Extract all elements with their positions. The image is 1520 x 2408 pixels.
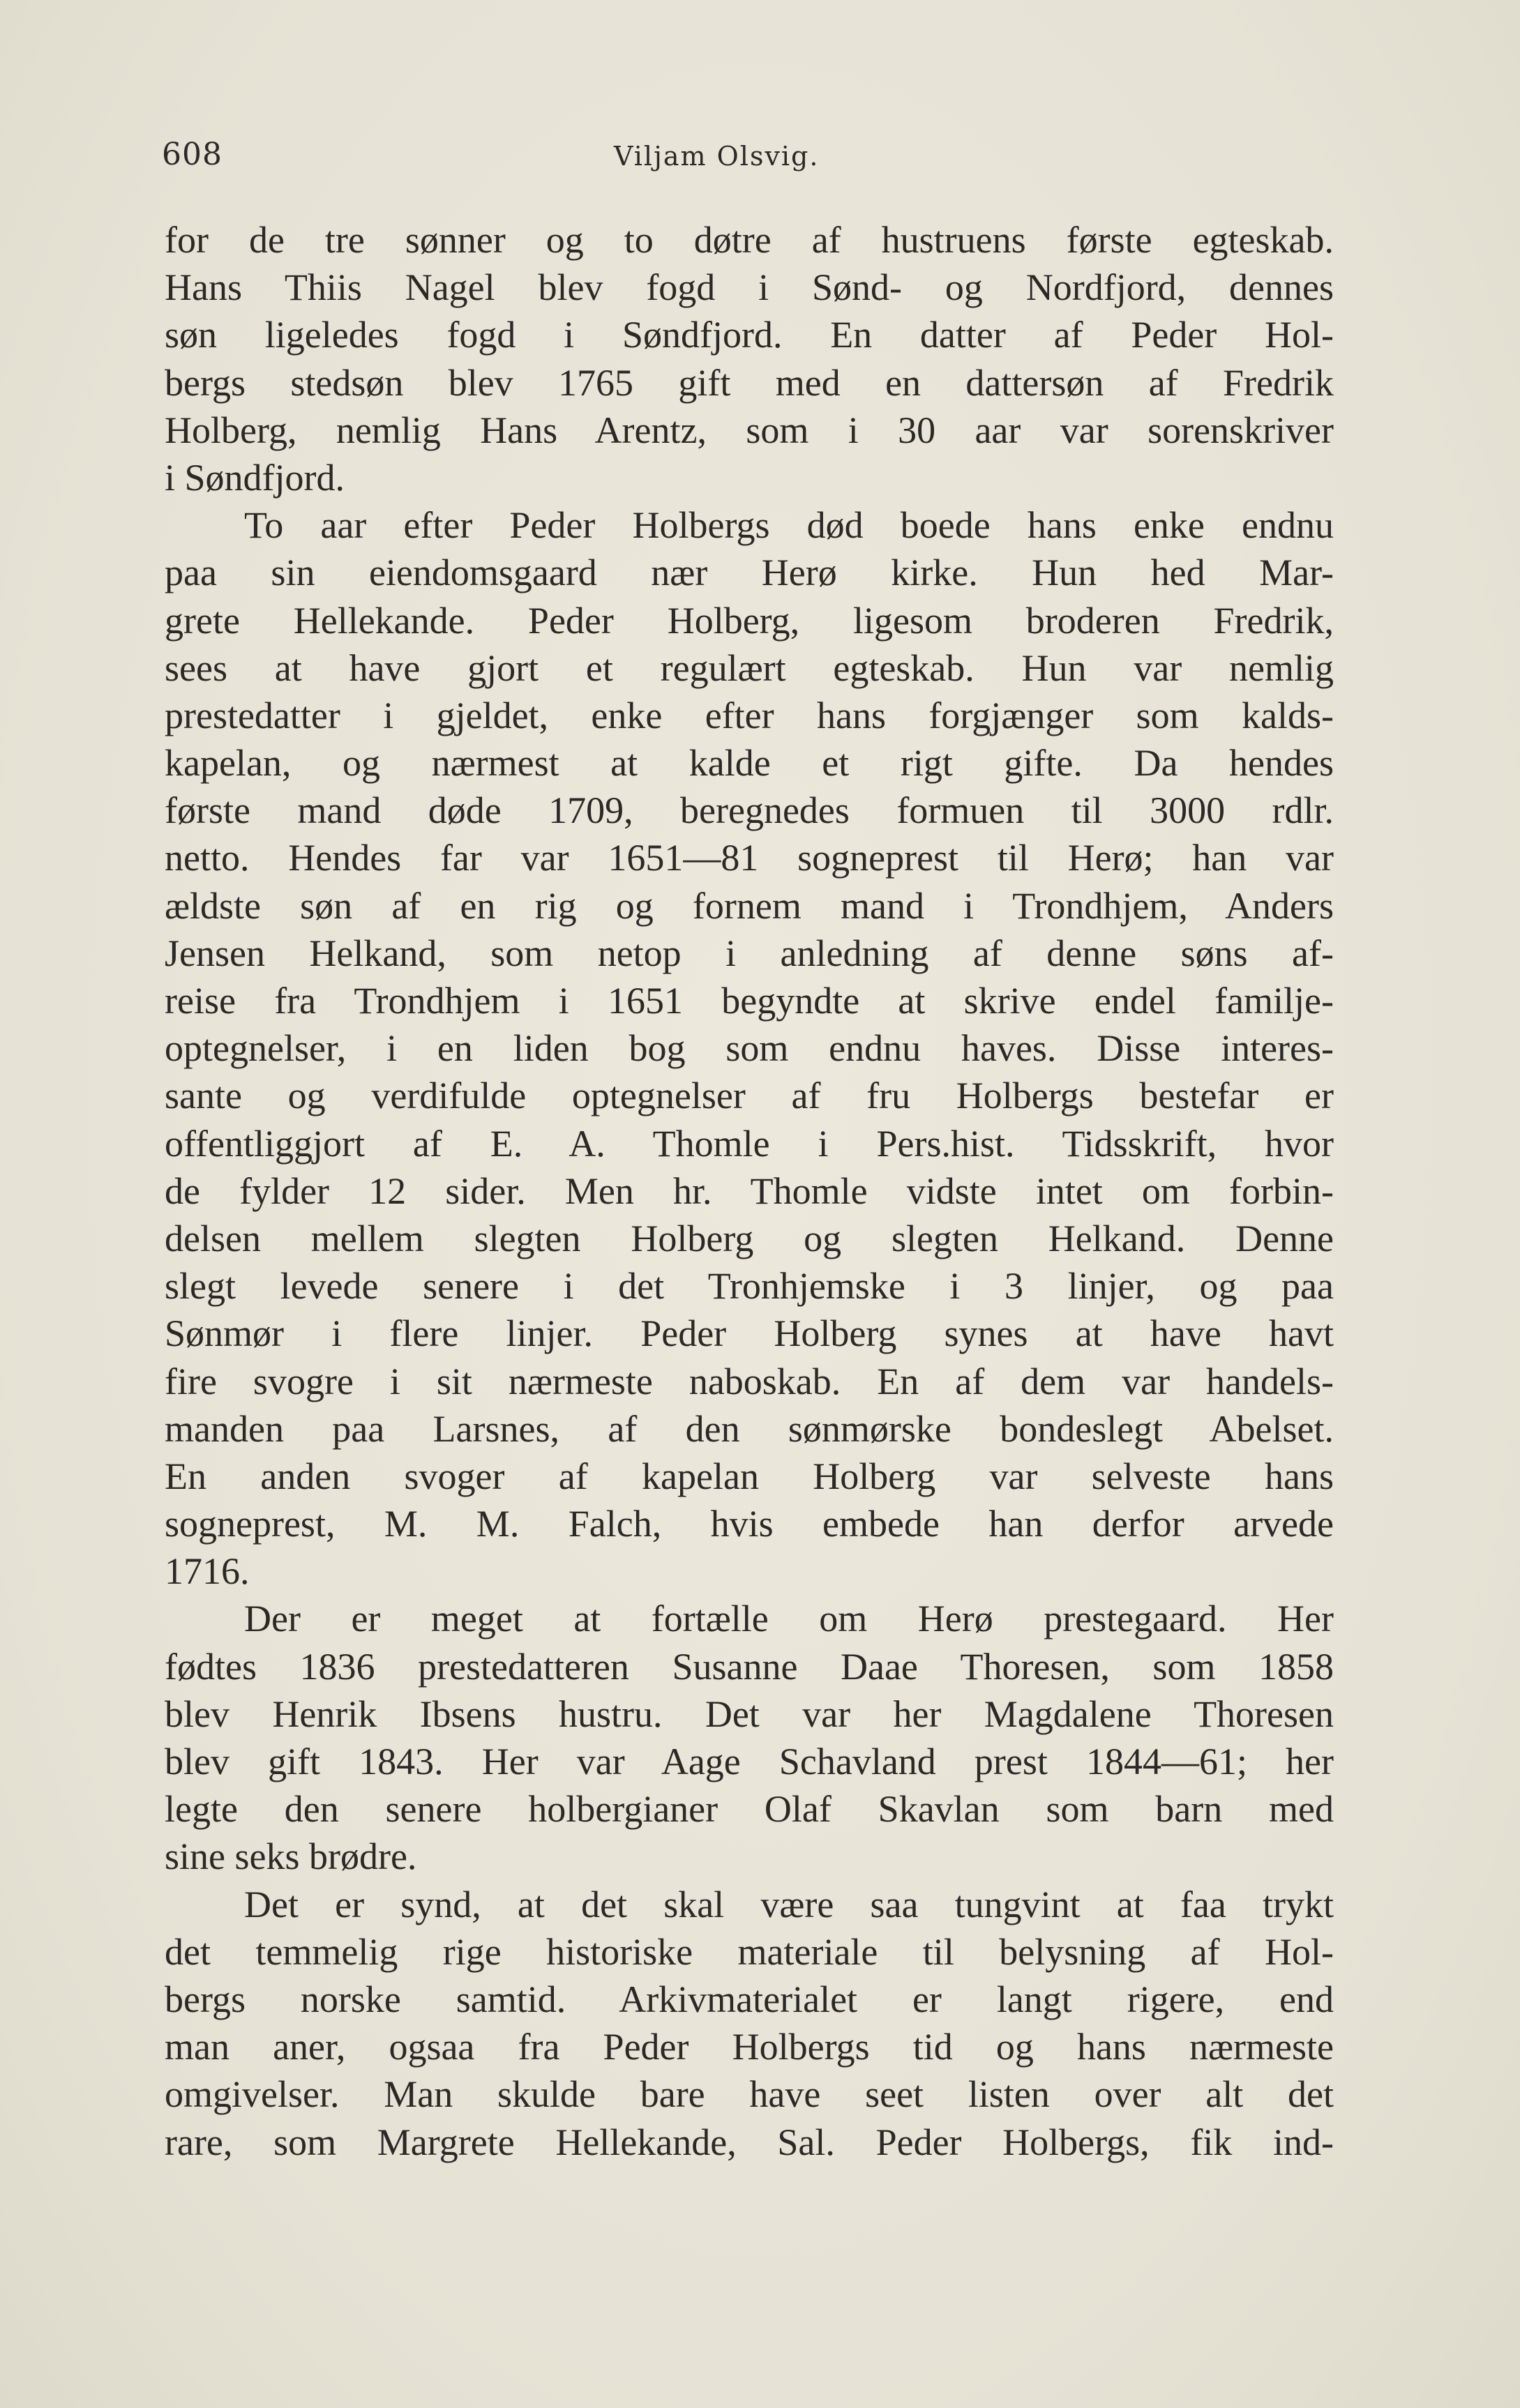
text-line: det temmelig rige historiske materiale til belysning af Hol- xyxy=(165,1930,1334,1973)
text-line: sine seks brødre. xyxy=(165,1835,417,1878)
text-line: Sønmør i flere linjer. Peder Holberg synes at have havt xyxy=(165,1312,1334,1355)
text-line: rare, som Margrete Hellekande, Sal. Peder Holbergs, fik ind- xyxy=(165,2121,1334,2163)
text-line: blev Henrik Ibsens hustru. Det var her Magdalene Thoresen xyxy=(165,1693,1334,1735)
text-line: fire svogre i sit nærmeste naboskab. En af dem var handels- xyxy=(165,1360,1334,1402)
text-line: Holberg, nemlig Hans Arentz, som i 30 aar var sorenskriver xyxy=(165,409,1334,451)
text-line: ældste søn af en rig og fornem mand i Trondhjem, Anders xyxy=(165,884,1334,927)
text-line: Hans Thiis Nagel blev fogd i Sønd- og Nordfjord, dennes xyxy=(165,266,1334,309)
text-line: blev gift 1843. Her var Aage Schavland prest 1844—61; her xyxy=(165,1741,1334,1782)
text-line: søn ligeledes fogd i Søndfjord. En datter af Peder Hol- xyxy=(165,314,1334,356)
text-line: manden paa Larsnes, af den sønmørske bondeslegt Abelset. xyxy=(165,1407,1334,1450)
text-line: grete Hellekande. Peder Holberg, ligesom broderen Fredrik, xyxy=(165,599,1334,642)
text-line: de fylder 12 sider. Men hr. Thomle vidste intet om forbin- xyxy=(165,1169,1334,1212)
text-line: sante og verdifulde optegnelser af fru Holbergs bestefar er xyxy=(165,1075,1334,1117)
text-line: i Søndfjord. xyxy=(165,456,345,499)
text-line: kapelan, og nærmest at kalde et rigt gifte. Da hendes xyxy=(165,742,1334,785)
text-line: To aar efter Peder Holbergs død boede hans enke endnu xyxy=(244,504,1334,547)
text-line: bergs stedsøn blev 1765 gift med en dattersøn af Fredrik xyxy=(165,361,1334,404)
text-line: sogneprest, M. M. Falch, hvis embede han derfor arvede xyxy=(165,1503,1334,1545)
text-line: slegt levede senere i det Tronhjemske i 3 linjer, og paa xyxy=(165,1265,1334,1308)
text-line: prestedatter i gjeldet, enke efter hans forgjænger som kalds- xyxy=(165,694,1334,736)
page-header xyxy=(162,137,1334,185)
text-line: første mand døde 1709, beregnedes formuen til 3000 rdlr. xyxy=(165,789,1334,832)
text-line: sees at have gjort et regulært egteskab. Hun var nemlig xyxy=(165,646,1334,689)
text-line: reise fra Trondhjem i 1651 begyndte at skrive endel familje- xyxy=(165,980,1334,1022)
text-line: delsen mellem slegten Holberg og slegten Helkand. Denne xyxy=(165,1217,1334,1259)
text-line: Jensen Helkand, som netop i anledning af denne søns af- xyxy=(165,932,1334,974)
text-line: paa sin eiendomsgaard nær Herø kirke. Hun hed Mar- xyxy=(165,552,1334,594)
text-line: offentliggjort af E. A. Thomle i Pers.hist. Tidsskrift, hvor xyxy=(165,1122,1334,1165)
text-line: Der er meget at fortælle om Herø prestegaard. Her xyxy=(244,1598,1334,1640)
text-line: man aner, ogsaa fra Peder Holbergs tid og hans nærmeste xyxy=(165,2026,1334,2068)
text-line: netto. Hendes far var 1651—81 sogneprest til Herø; han var xyxy=(165,837,1334,879)
body-text xyxy=(165,216,1334,2166)
text-line: omgivelser. Man skulde bare have seet listen over alt det xyxy=(165,2073,1334,2116)
text-line: En anden svoger af kapelan Holberg var selveste hans xyxy=(165,1455,1334,1497)
text-line: optegnelser, i en liden bog som endnu haves. Disse interes- xyxy=(165,1027,1334,1070)
text-line: 1716. xyxy=(165,1550,250,1593)
text-line: bergs norske samtid. Arkivmaterialet er langt rigere, end xyxy=(165,1978,1334,2020)
text-line: fødtes 1836 prestedatteren Susanne Daae Thoresen, som 1858 xyxy=(165,1645,1334,1688)
text-line: Det er synd, at det skal være saa tungvint at faa trykt xyxy=(244,1883,1334,1925)
page-number: 608 xyxy=(162,137,223,172)
text-line: for de tre sønner og to døtre af hustruens første egteskab. xyxy=(165,219,1334,261)
running-head: Viljam Olsvig. xyxy=(614,141,820,172)
text-line: legte den senere holbergianer Olaf Skavlan som barn med xyxy=(165,1788,1334,1831)
